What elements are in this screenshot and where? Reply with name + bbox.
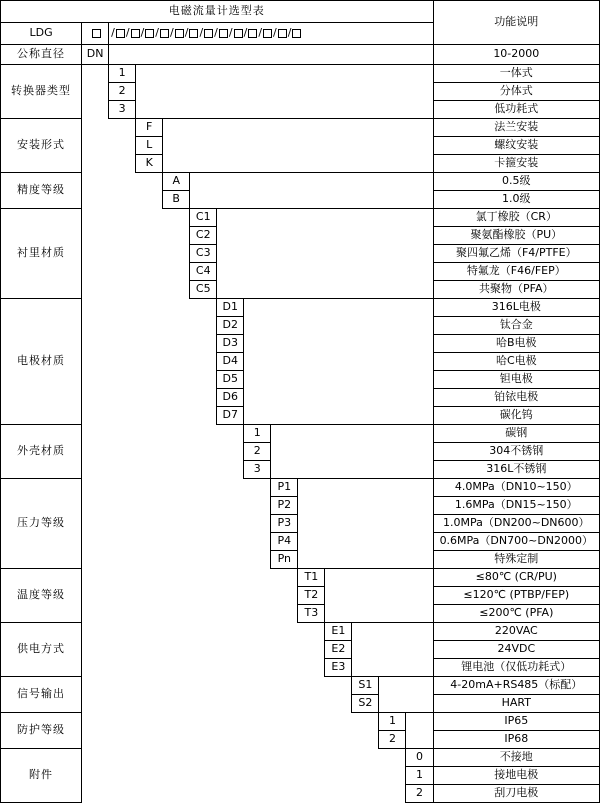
code-box-icon <box>248 29 257 38</box>
spacer-cell <box>82 569 298 623</box>
spacer-cell <box>163 119 433 173</box>
spacer-cell <box>82 749 406 803</box>
spacer-cell <box>82 173 163 209</box>
code-cell: 1 <box>244 425 271 443</box>
desc-cell: 聚氨酯橡胶（PU） <box>433 227 599 245</box>
category-label-temperature-rating: 温度等级 <box>1 569 82 623</box>
code-cell: C5 <box>190 281 217 299</box>
code-cell: D2 <box>217 317 244 335</box>
model-prefix: LDG <box>1 23 82 45</box>
code-cell: K <box>136 155 163 173</box>
category-label-accessories: 附件 <box>1 749 82 803</box>
code-box-icon <box>175 29 184 38</box>
spacer-cell <box>244 299 433 425</box>
code-cell: C4 <box>190 263 217 281</box>
spacer-cell <box>217 209 433 299</box>
code-box-icon <box>189 29 198 38</box>
desc-cell: 1.6MPa（DN15~150） <box>433 497 599 515</box>
code-box-icon <box>145 29 154 38</box>
desc-cell: IP68 <box>433 731 599 749</box>
model-box-cell <box>82 23 109 45</box>
spacer-cell <box>352 623 433 677</box>
table-title: 电磁流量计选型表 <box>1 1 434 23</box>
spacer-cell <box>379 677 433 713</box>
code-cell: P4 <box>271 533 298 551</box>
code-cell: 2 <box>244 443 271 461</box>
table-row <box>1 713 600 731</box>
slash-icon: / <box>111 26 115 40</box>
code-cell: 1 <box>379 713 406 731</box>
category-label-nominal-diameter: 公称直径 <box>1 45 82 65</box>
table-row <box>1 119 600 137</box>
slash-icon: / <box>258 26 263 40</box>
code-cell: F <box>136 119 163 137</box>
spacer-cell <box>136 65 433 119</box>
desc-cell: 碳钢 <box>433 425 599 443</box>
spacer-cell <box>271 425 433 479</box>
desc-cell: 0.5级 <box>433 173 599 191</box>
table-row <box>1 569 600 587</box>
desc-cell: ≤80℃ (CR/PU) <box>433 569 599 587</box>
desc-cell: 刮刀电极 <box>433 785 599 803</box>
spacer-cell <box>82 299 217 425</box>
desc-cell: 哈C电极 <box>433 353 599 371</box>
category-label-housing-material: 外壳材质 <box>1 425 82 479</box>
desc-cell: 聚四氟乙烯（F4/PTFE） <box>433 245 599 263</box>
code-box-icon <box>92 29 101 38</box>
desc-cell: ≤120℃ (PTBP/FEP) <box>433 587 599 605</box>
desc-cell: 接地电极 <box>433 767 599 785</box>
code-box-icon <box>204 29 213 38</box>
desc-cell: 4-20mA+RS485（标配） <box>433 677 599 695</box>
spacer-cell <box>82 677 352 713</box>
slash-icon: / <box>287 26 292 40</box>
spacer-cell <box>82 425 244 479</box>
code-cell: T2 <box>298 587 325 605</box>
code-cell: D1 <box>217 299 244 317</box>
desc-cell: HART <box>433 695 599 713</box>
category-label-installation-type: 安装形式 <box>1 119 82 173</box>
category-label-lining-material: 衬里材质 <box>1 209 82 299</box>
slash-icon: / <box>214 26 218 40</box>
table-row <box>1 209 600 227</box>
slash-icon: / <box>273 26 277 40</box>
code-box-icon <box>131 29 140 38</box>
spacer-cell <box>82 479 271 569</box>
category-label-power-supply: 供电方式 <box>1 623 82 677</box>
code-cell: Pn <box>271 551 298 569</box>
spacer-cell <box>190 173 433 209</box>
code-cell: E2 <box>325 641 352 659</box>
code-cell: E3 <box>325 659 352 677</box>
code-cell: 2 <box>406 785 433 803</box>
table-row <box>1 677 600 695</box>
spacer-cell <box>82 623 325 677</box>
desc-cell: 4.0MPa（DN10~150） <box>433 479 599 497</box>
desc-cell: IP65 <box>433 713 599 731</box>
code-cell: C3 <box>190 245 217 263</box>
desc-cell: 卡箍安装 <box>433 155 599 173</box>
desc-cell: 法兰安装 <box>433 119 599 137</box>
code-cell: 1 <box>109 65 136 83</box>
code-box-icon <box>219 29 228 38</box>
desc-cell: ≤200℃ (PFA) <box>433 605 599 623</box>
category-label-accuracy-class: 精度等级 <box>1 173 82 209</box>
code-cell: T1 <box>298 569 325 587</box>
code-cell: S1 <box>352 677 379 695</box>
category-label-signal-output: 信号输出 <box>1 677 82 713</box>
category-label-electrode-material: 电极材质 <box>1 299 82 425</box>
desc-cell: 螺纹安装 <box>433 137 599 155</box>
desc-cell: 1.0MPa（DN200~DN600） <box>433 515 599 533</box>
desc-cell: 特氟龙（F46/FEP） <box>433 263 599 281</box>
spacer-cell <box>298 479 433 569</box>
code-cell: C1 <box>190 209 217 227</box>
code-cell: D7 <box>217 407 244 425</box>
desc-cell: 分体式 <box>433 83 599 101</box>
code-cell: A <box>163 173 190 191</box>
desc-cell: 钽电极 <box>433 371 599 389</box>
desc-cell: 低功耗式 <box>433 101 599 119</box>
code-cell: E1 <box>325 623 352 641</box>
model-slash-boxes <box>109 23 433 45</box>
category-label-protection-class: 防护等级 <box>1 713 82 749</box>
code-box-icon <box>116 29 125 38</box>
spacer-cell <box>109 45 433 65</box>
slash-icon: / <box>125 26 130 40</box>
desc-cell: 一体式 <box>433 65 599 83</box>
code-box-icon <box>263 29 272 38</box>
table-row <box>1 173 600 191</box>
slash-icon: / <box>184 26 189 40</box>
code-box-icon <box>234 29 243 38</box>
code-cell: 2 <box>379 731 406 749</box>
code-cell: 3 <box>244 461 271 479</box>
code-cell: D4 <box>217 353 244 371</box>
code-cell: C2 <box>190 227 217 245</box>
code-cell: D5 <box>217 371 244 389</box>
code-cell: P2 <box>271 497 298 515</box>
slash-icon: / <box>199 26 204 40</box>
desc-cell: 0.6MPa（DN700~DN2000） <box>433 533 599 551</box>
table-row <box>1 479 600 497</box>
desc-cell: 1.0级 <box>433 191 599 209</box>
desc-cell: 哈B电极 <box>433 335 599 353</box>
table-row <box>1 749 600 767</box>
desc-cell: 碳化钨 <box>433 407 599 425</box>
code-cell: 2 <box>109 83 136 101</box>
spacer-cell <box>406 713 433 749</box>
code-cell: 0 <box>406 749 433 767</box>
table-row <box>1 425 600 443</box>
desc-cell: 24VDC <box>433 641 599 659</box>
code-cell: 1 <box>406 767 433 785</box>
code-box-icon <box>292 29 301 38</box>
code-cell: B <box>163 191 190 209</box>
slash-icon: / <box>228 26 233 40</box>
slash-icon: / <box>243 26 248 40</box>
code-cell: T3 <box>298 605 325 623</box>
desc-cell: 316L电极 <box>433 299 599 317</box>
desc-cell: 铂铱电极 <box>433 389 599 407</box>
code-cell: P1 <box>271 479 298 497</box>
slash-icon: / <box>155 26 159 40</box>
code-box-icon <box>160 29 169 38</box>
desc-cell: 不接地 <box>433 749 599 767</box>
code-cell: D6 <box>217 389 244 407</box>
code-cell-dn: DN <box>82 45 109 65</box>
table-row <box>1 299 600 317</box>
code-cell: L <box>136 137 163 155</box>
spacer-cell <box>325 569 433 623</box>
code-cell: D3 <box>217 335 244 353</box>
desc-cell: 钛合金 <box>433 317 599 335</box>
desc-cell: 316L不锈钢 <box>433 461 599 479</box>
desc-cell: 304不锈钢 <box>433 443 599 461</box>
desc-cell: 特殊定制 <box>433 551 599 569</box>
slash-icon: / <box>170 26 174 40</box>
code-cell: P3 <box>271 515 298 533</box>
header-row <box>1 1 600 23</box>
code-box-icon <box>278 29 287 38</box>
desc-cell: 氯丁橡胶（CR） <box>433 209 599 227</box>
table-row <box>1 65 600 83</box>
table-row <box>1 45 600 65</box>
code-cell: S2 <box>352 695 379 713</box>
function-header: 功能说明 <box>433 1 599 45</box>
desc-cell: 10-2000 <box>433 45 599 65</box>
table-row <box>1 623 600 641</box>
code-cell: 3 <box>109 101 136 119</box>
slash-icon: / <box>140 26 145 40</box>
spacer-cell <box>82 209 190 299</box>
spacer-cell <box>82 65 109 119</box>
desc-cell: 共聚物（PFA） <box>433 281 599 299</box>
category-label-converter-type: 转换器类型 <box>1 65 82 119</box>
spacer-cell <box>82 713 379 749</box>
desc-cell: 锂电池（仅低功耗式） <box>433 659 599 677</box>
desc-cell: 220VAC <box>433 623 599 641</box>
spacer-cell <box>82 119 136 173</box>
category-label-pressure-rating: 压力等级 <box>1 479 82 569</box>
